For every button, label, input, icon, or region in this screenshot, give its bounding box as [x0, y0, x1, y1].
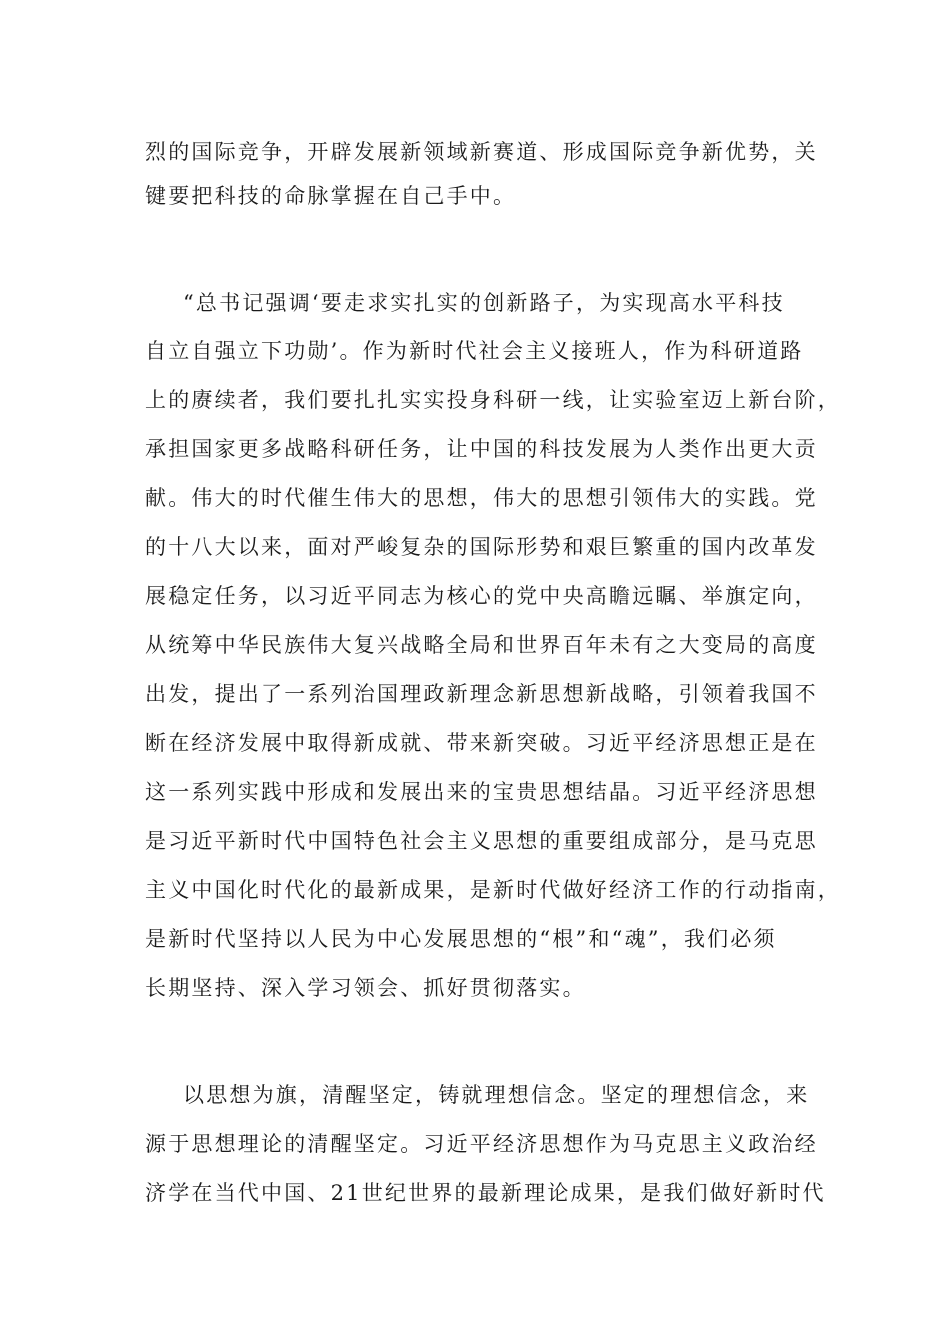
paragraph-3-line-1: 以思想为旗，清醒坚定，铸就理想信念。坚定的理想信念，来: [183, 1083, 810, 1107]
paragraph-2-line-9: 出发，提出了一系列治国理政新理念新思想新战略，引领着我国不: [145, 682, 818, 706]
paragraph-3-line-2: 源于思想理论的清醒坚定。习近平经济思想作为马克思主义政治经: [145, 1132, 818, 1156]
paragraph-2-line-10: 断在经济发展中取得新成就、带来新突破。习近平经济思想正是在: [145, 731, 818, 755]
paragraph-2-line-15: 长期坚持、深入学习领会、抓好贯彻落实。: [145, 976, 586, 1000]
paragraph-2-line-3: 上的赓续者，我们要扎扎实实投身科研一线，让实验室迈上新台阶，: [145, 388, 841, 412]
paragraph-2-line-7: 展稳定任务，以习近平同志为核心的党中央高瞻远瞩、举旗定向，: [145, 584, 818, 608]
paragraph-2-line-2: 自立自强立下功勋’。作为新时代社会主义接班人，作为科研道路: [145, 339, 804, 363]
paragraph-2-line-8: 从统筹中华民族伟大复兴战略全局和世界百年未有之大变局的高度: [145, 633, 818, 657]
paragraph-2-line-12: 是习近平新时代中国特色社会主义思想的重要组成部分，是马克思: [145, 829, 818, 853]
paragraph-1-line-1: 烈的国际竞争，开辟发展新领域新赛道、形成国际竞争新优势，关: [145, 140, 818, 164]
paragraph-2-line-11: 这一系列实践中形成和发展出来的宝贵思想结晶。习近平经济思想: [145, 780, 818, 804]
paragraph-1-line-2: 键要把科技的命脉掌握在自己手中。: [145, 184, 517, 208]
paragraph-2-line-13: 主义中国化时代化的最新成果，是新时代做好经济工作的行动指南，: [145, 878, 841, 902]
paragraph-2-line-1: “总书记强调‘要走求实扎实的创新路子，为实现高水平科技: [183, 291, 785, 315]
paragraph-2-line-4: 承担国家更多战略科研任务，让中国的科技发展为人类作出更大贡: [145, 437, 818, 461]
paragraph-2-line-6: 的十八大以来，面对严峻复杂的国际形势和艰巨繁重的国内改革发: [145, 535, 818, 559]
paragraph-2-line-14: 是新时代坚持以人民为中心发展思想的“根”和“魂”，我们必须: [145, 927, 777, 951]
paragraph-3-line-3: 济学在当代中国、21世纪世界的最新理论成果，是我们做好新时代: [145, 1181, 826, 1205]
paragraph-2-line-5: 献。伟大的时代催生伟大的思想，伟大的思想引领伟大的实践。党: [145, 486, 818, 510]
